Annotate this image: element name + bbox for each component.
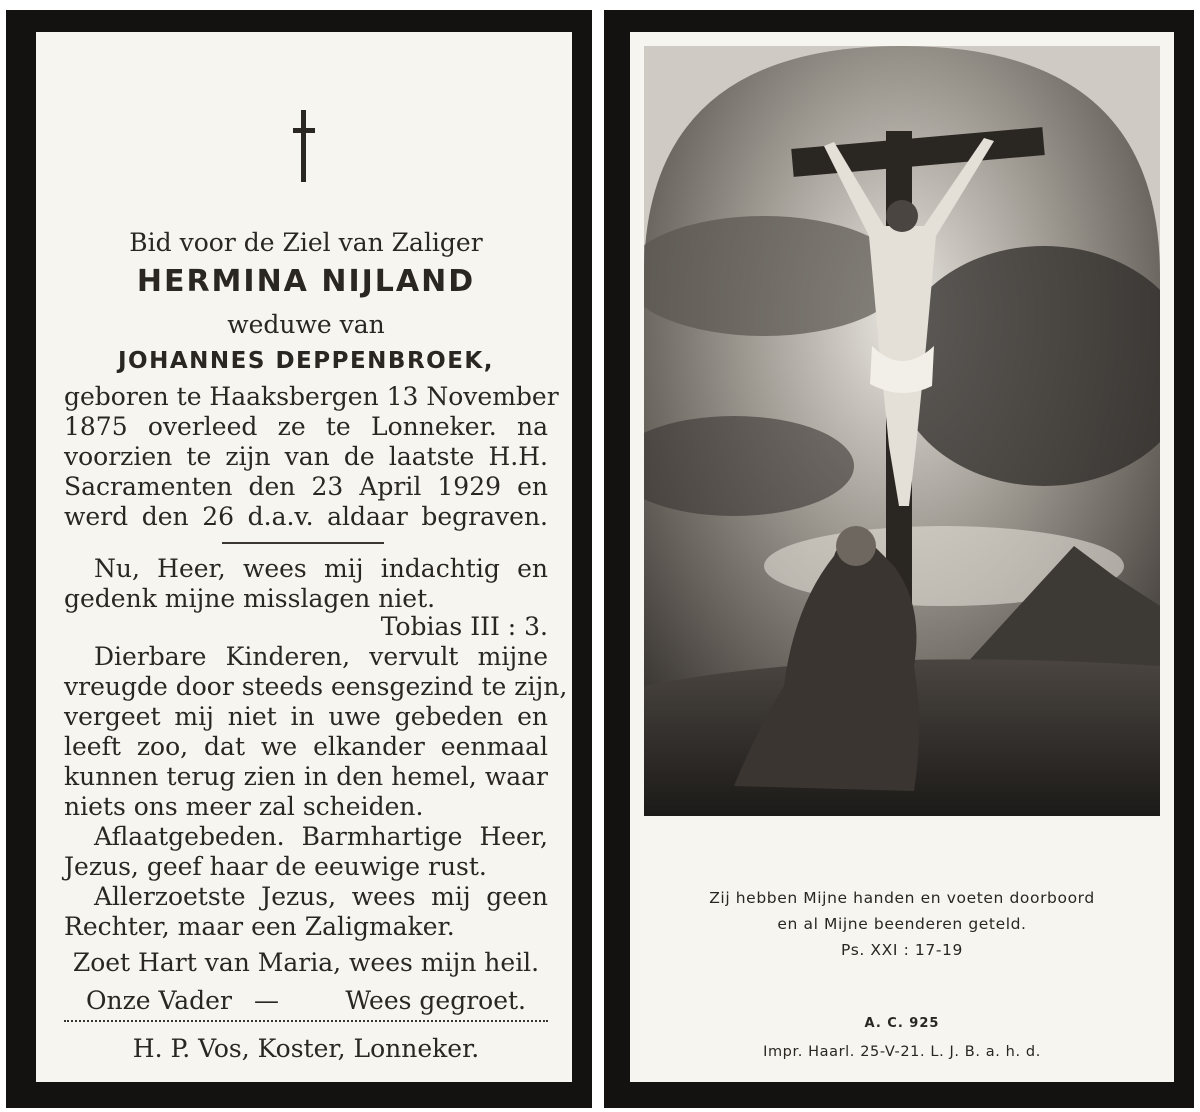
caption-line: Zij hebben Mijne handen en voeten doorboord xyxy=(709,889,1095,907)
children-line: kunnen terug zien in den hemel, waar xyxy=(64,762,548,791)
bio-line: voorzien te zijn van de laatste H.H. xyxy=(64,442,548,471)
prayer-line: Rechter, maar een Zaligmaker. xyxy=(64,912,455,941)
crucifixion-image xyxy=(644,46,1160,816)
caption-line: en al Mijne beenderen geteld. xyxy=(777,915,1027,933)
bio-line: werd den 26 d.a.v. aldaar begraven. xyxy=(64,502,548,531)
card-paper xyxy=(36,32,572,1082)
prayer-header: Bid voor de Ziel van Zaliger xyxy=(129,228,483,257)
children-line: leeft zoo, dat we elkander eenmaal xyxy=(64,732,548,761)
children-line: vergeet mij niet in uwe gebeden en xyxy=(64,702,548,731)
bio-line: Sacramenten den 23 April 1929 en xyxy=(64,472,548,501)
divider-rule xyxy=(222,542,384,544)
closing-left: Onze Vader xyxy=(86,986,232,1015)
quote-line: gedenk mijne misslagen niet. xyxy=(64,584,436,613)
bio-line: geboren te Haaksbergen 13 November xyxy=(64,382,559,411)
footer-text: H. P. Vos, Koster, Lonneker. xyxy=(132,1034,480,1063)
closing-right: Wees gegroet. xyxy=(345,986,526,1015)
quote-source: Tobias III : 3. xyxy=(380,612,548,641)
relation-text: weduwe van xyxy=(227,310,385,339)
cross-icon xyxy=(293,110,313,182)
prayer-line: Allerzoetste Jezus, wees mij geen xyxy=(94,882,548,911)
dotted-divider xyxy=(64,1020,548,1022)
closing-dash: — xyxy=(254,986,279,1015)
children-line: vreugde door steeds eensgezind te zijn, xyxy=(64,672,568,701)
prayer-line: Aflaatgebeden. Barmhartige Heer, xyxy=(94,822,548,851)
card-paper xyxy=(630,32,1174,1082)
prayer-line: Jezus, geef haar de eeuwige rust. xyxy=(64,852,487,881)
spouse-name: JOHANNES DEPPENBROEK, xyxy=(118,348,494,374)
memorial-card-image xyxy=(604,10,1194,1108)
print-code: A. C. 925 xyxy=(864,1016,940,1031)
deceased-name: HERMINA NIJLAND xyxy=(136,264,476,299)
children-line: niets ons meer zal scheiden. xyxy=(64,792,424,821)
children-line: Dierbare Kinderen, vervult mijne xyxy=(94,642,548,671)
memorial-card-text xyxy=(6,10,592,1108)
bio-line: 1875 overleed ze te Lonneker. na xyxy=(64,412,548,441)
quote-line: Nu, Heer, wees mij indachtig en xyxy=(94,554,548,583)
closing-line xyxy=(86,986,526,1016)
imprint-text: Impr. Haarl. 25-V-21. L. J. B. a. h. d. xyxy=(763,1044,1041,1060)
maria-line: Zoet Hart van Maria, wees mijn heil. xyxy=(72,948,540,977)
caption-source: Ps. XXI : 17-19 xyxy=(841,941,963,959)
